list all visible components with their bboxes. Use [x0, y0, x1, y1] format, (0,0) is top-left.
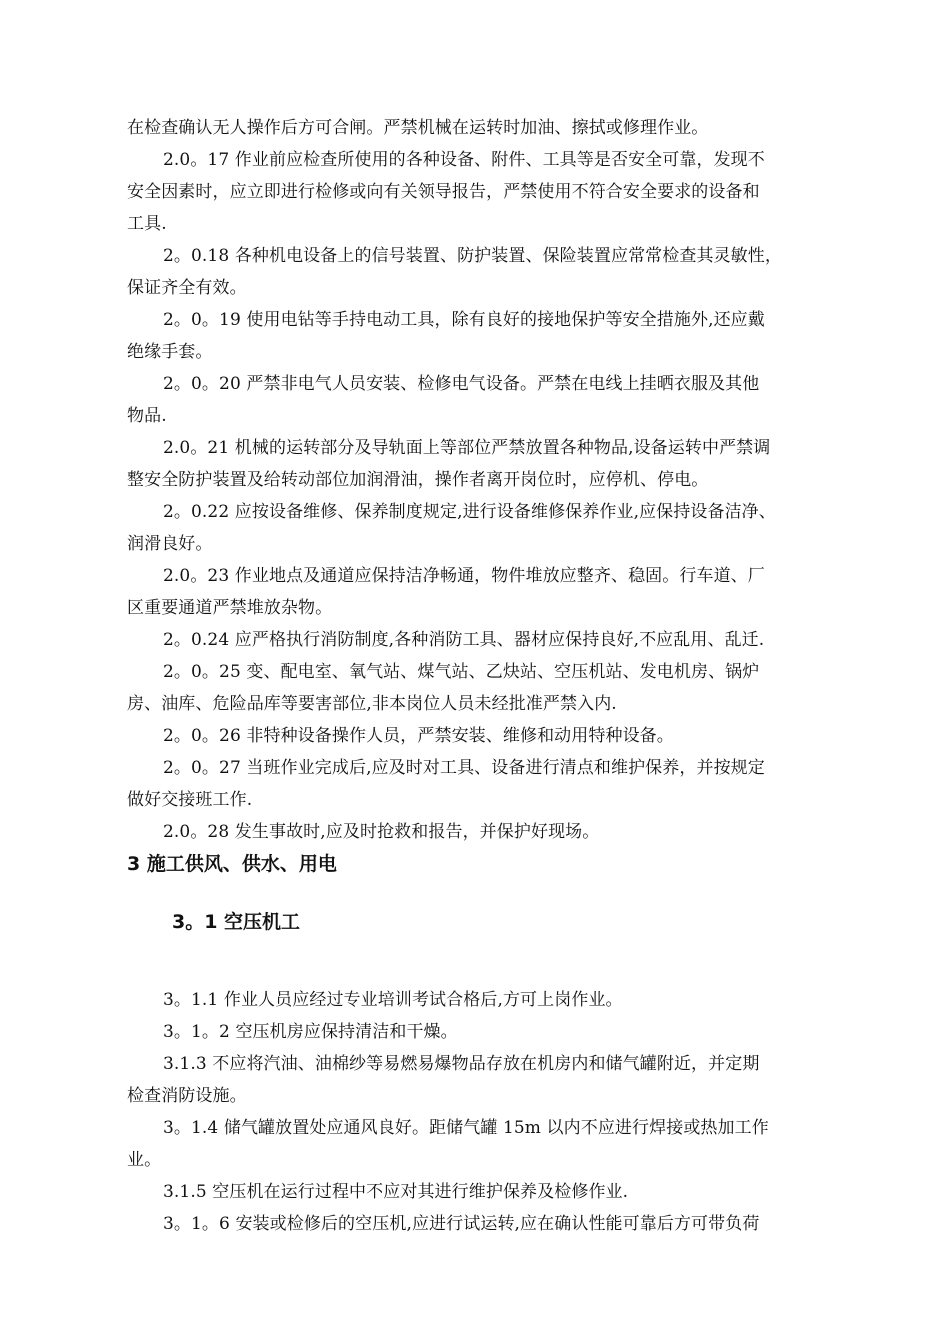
body-line: 区重要通道严禁堆放杂物。: [127, 598, 333, 618]
body-line: 3。1.4 储气罐放置处应通风良好。距储气罐 15m 以内不应进行焊接或热加工作: [163, 1118, 769, 1138]
body-line: 房、油库、危险品库等要害部位,非本岗位人员未经批准严禁入内.: [127, 694, 617, 714]
body-line: 2。0。27 当班作业完成后,应及时对工具、设备进行清点和维护保养，并按规定: [163, 758, 765, 778]
body-line: 3。1。2 空压机房应保持清洁和干燥。: [163, 1022, 458, 1042]
body-line: 做好交接班工作.: [127, 790, 253, 810]
section-heading: 3 施工供风、供水、用电: [127, 853, 337, 875]
body-line: 2.0。21 机械的运转部分及导轨面上等部位严禁放置各种物品,设备运转中严禁调: [163, 438, 771, 458]
body-line: 2。0.24 应严格执行消防制度,各种消防工具、器材应保持良好,不应乱用、乱迁.: [163, 630, 765, 650]
subsection-heading: 3。1 空压机工: [172, 911, 301, 933]
body-line: 工具.: [127, 214, 167, 234]
body-line: 3。1.1 作业人员应经过专业培训考试合格后,方可上岗作业。: [163, 990, 623, 1010]
body-line: 3。1。6 安装或检修后的空压机,应进行试运转,应在确认性能可靠后方可带负荷: [163, 1214, 760, 1234]
body-line: 物品.: [127, 406, 167, 426]
body-line: 2。0。20 严禁非电气人员安装、检修电气设备。严禁在电线上挂晒衣服及其他: [163, 374, 760, 394]
body-line: 2。0。25 变、配电室、氧气站、煤气站、乙炔站、空压机站、发电机房、锅炉: [163, 662, 760, 682]
body-line: 2。0.22 应按设备维修、保养制度规定,进行设备维修保养作业,应保持设备洁净、: [163, 502, 776, 522]
body-line: 绝缘手套。: [127, 342, 213, 362]
body-line: 业。: [127, 1150, 162, 1170]
body-line: 2.0。23 作业地点及通道应保持洁净畅通，物件堆放应整齐、稳固。行车道、厂: [163, 566, 765, 586]
body-line: 2。0.18 各种机电设备上的信号装置、防护装置、保险装置应常常检查其灵敏性，: [163, 246, 782, 266]
body-line: 2.0。17 作业前应检查所使用的各种设备、附件、工具等是否安全可靠，发现不: [163, 150, 765, 170]
body-line: 保证齐全有效。: [127, 278, 247, 298]
body-line: 3.1.3 不应将汽油、油棉纱等易燃易爆物品存放在机房内和储气罐附近，并定期: [163, 1054, 760, 1074]
body-line: 3.1.5 空压机在运行过程中不应对其进行维护保养及检修作业.: [163, 1182, 629, 1202]
body-line: 安全因素时，应立即进行检修或向有关领导报告，严禁使用不符合安全要求的设备和: [127, 182, 760, 202]
body-line: 2。0。26 非特种设备操作人员，严禁安装、维修和动用特种设备。: [163, 726, 674, 746]
body-line: 2.0。28 发生事故时,应及时抢救和报告，并保护好现场。: [163, 822, 600, 842]
body-line: 润滑良好。: [127, 534, 213, 554]
body-line: 2。0。19 使用电钻等手持电动工具，除有良好的接地保护等安全措施外,还应戴: [163, 310, 765, 330]
body-line: 在检查确认无人操作后方可合闸。严禁机械在运转时加油、擦拭或修理作业。: [127, 118, 709, 138]
body-line: 整安全防护装置及给转动部位加润滑油，操作者离开岗位时，应停机、停电。: [127, 470, 709, 490]
body-line: 检查消防设施。: [127, 1086, 247, 1106]
